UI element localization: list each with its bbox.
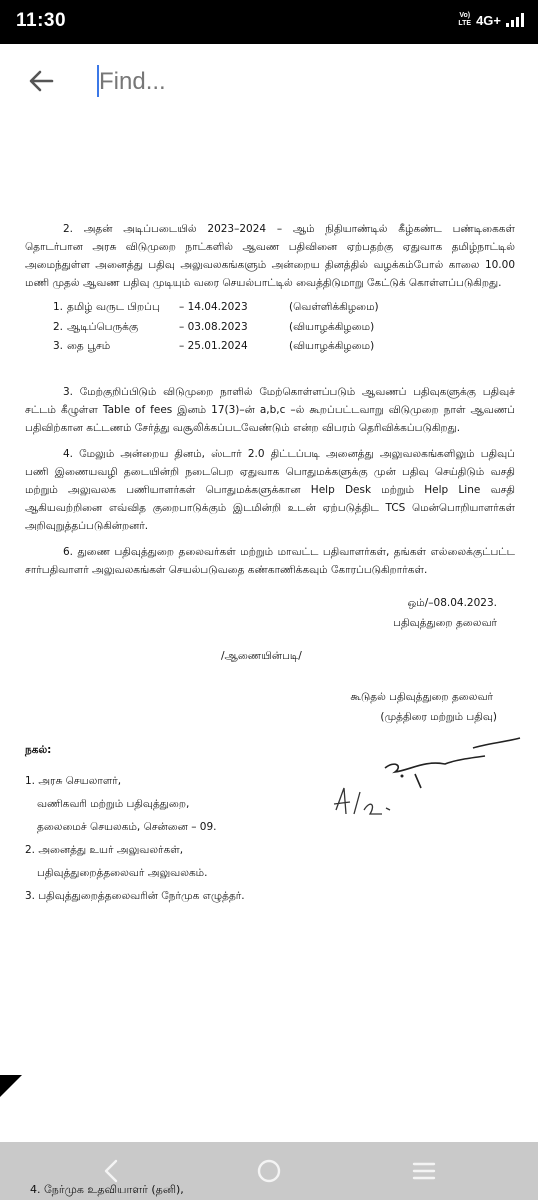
nav-back-icon[interactable] xyxy=(96,1156,128,1186)
find-input[interactable] xyxy=(96,62,499,102)
signal-icon xyxy=(506,13,524,27)
status-bar xyxy=(0,0,538,44)
navigation-bar xyxy=(0,1142,538,1200)
copy-item: வணிகவரி மற்றும் பதிவுத்துறை, xyxy=(37,797,190,810)
status-icons xyxy=(458,12,524,28)
paragraph-2: 2. அதன் அடிப்படையில் 2023–2024 – ஆம் நிதியாண்டில் கீழ்கண்ட பண்டிகைகள் தொடர்பான அரசு விடுமுறை நாட்களில் ஆவண பதிவினை ஏற்பதற்கு ஏதுவாக தமிழ்நாட்டில் அமைந்துள்ள அனைத்து பதிவு அலுவலகங்களும் அன்றைய தினத்தில் வழக்கம்போல் காலை 10.00 மணி முதல் ஆவண பதிவு முடியும் வரை செயல்பாட்டில் வைத்திடுமாறு கேட்டுக் கொள்ளப்படுகிறது. xyxy=(25,223,515,289)
volte-icon: Vo) LTE xyxy=(458,12,472,27)
list-item: 2. ஆடிப்பெருக்கு – 03.08.2023 (வியாழக்கிழமை) xyxy=(53,320,375,333)
network-type: 4G+ xyxy=(476,12,501,28)
list-item: 3. தை பூசம் – 25.01.2024 (வியாழக்கிழமை) xyxy=(53,340,375,352)
copy-item: 3. பதிவுத்துறைத்தலைவரின் நேர்முக எழுத்தர். xyxy=(25,889,245,902)
text-cursor xyxy=(97,65,99,97)
additional-authority-dept: (முத்திரை மற்றும் பதிவு) xyxy=(380,710,497,723)
paragraph-4: 4. மேலும் அன்றைய தினம், ஸ்டார் 2.0 திட்டப்படி அனைத்து அலுவலகங்களிலும் பதிவுப் பணி இணையவழி தடையின்றி நடைபெற ஏதுவாக பொதுமக்களுக்கு முன் பதிவு செய்திடும் வசதி மற்றும் அலுவலக பணியாளர்கள் பொதுமக்களுக்கான Help Desk மற்றும் Help Line வசதி ஆகியவற்றினை எவ்வித குறைபாடுக்கும் இடமின்றி உடன் ஏற்படுத்திட TCS மென்பொறியாளர்கள் அறிவுறுத்தப்படுகின்றனர். xyxy=(25,447,515,532)
find-bar xyxy=(0,44,538,120)
next-page-peek-text: 4. நேர்முக உதவியாளர் (தனி), xyxy=(30,1183,184,1196)
copy-item: தலைமைச் செயலகம், சென்னை – 09. xyxy=(37,820,217,833)
by-order: /ஆணையின்படி/ xyxy=(221,649,302,662)
paragraph-6: 6. துணை பதிவுத்துறை தலைவர்கள் மற்றும் மாவட்ட பதிவாளர்கள், தங்கள் எல்லைக்குட்பட்ட சார்பதிவாளர் அலுவலகங்கள் செயல்படுவதை கண்காணிக்கவும் கோரப்படுகிறார்கள். xyxy=(25,545,515,576)
page-corner-mark xyxy=(0,1075,22,1097)
nav-menu-icon[interactable] xyxy=(408,1156,440,1186)
nav-home-icon[interactable] xyxy=(253,1156,285,1186)
document-page xyxy=(0,120,538,1142)
signing-authority: பதிவுத்துறை தலைவர் xyxy=(393,616,497,629)
holiday-list xyxy=(53,298,515,357)
copies-heading: நகல்: xyxy=(25,743,52,756)
handwritten-date xyxy=(330,780,400,820)
copy-item: பதிவுத்துறைத்தலைவர் அலுவலகம். xyxy=(37,866,208,879)
additional-authority: கூடுதல் பதிவுத்துறை தலைவர் xyxy=(350,690,493,703)
status-time: 11:30 xyxy=(16,10,67,31)
signed-date: ஒம்/–08.04.2023. xyxy=(407,596,497,609)
copy-item: 2. அனைத்து உயர் அலுவலர்கள், xyxy=(25,843,184,856)
document-body xyxy=(25,220,515,908)
list-item: 1. தமிழ் வருட பிறப்பு – 14.04.2023 (வெள்ளிக்கிழமை) xyxy=(53,301,379,313)
paragraph-3: 3. மேற்குறிப்பிடும் விடுமுறை நாளில் மேற்கொள்ளப்படும் ஆவணப் பதிவுகளுக்கு பதிவுச் சட்டம் கீழுள்ள Table of fees இனம் 17(3)–ன் a,b,c –ல் கூறப்பட்டவாறு விடுமுறை நாள் ஆவணப் பதிவிற்கான கட்டணம் சேர்த்து வசூலிக்கப்படவேண்டும் என்ற விபரம் தெரிவிக்கப்படுகிறது. xyxy=(25,385,515,434)
copy-item: 1. அரசு செயலாளர், xyxy=(25,774,122,787)
back-arrow-icon[interactable] xyxy=(26,66,56,96)
